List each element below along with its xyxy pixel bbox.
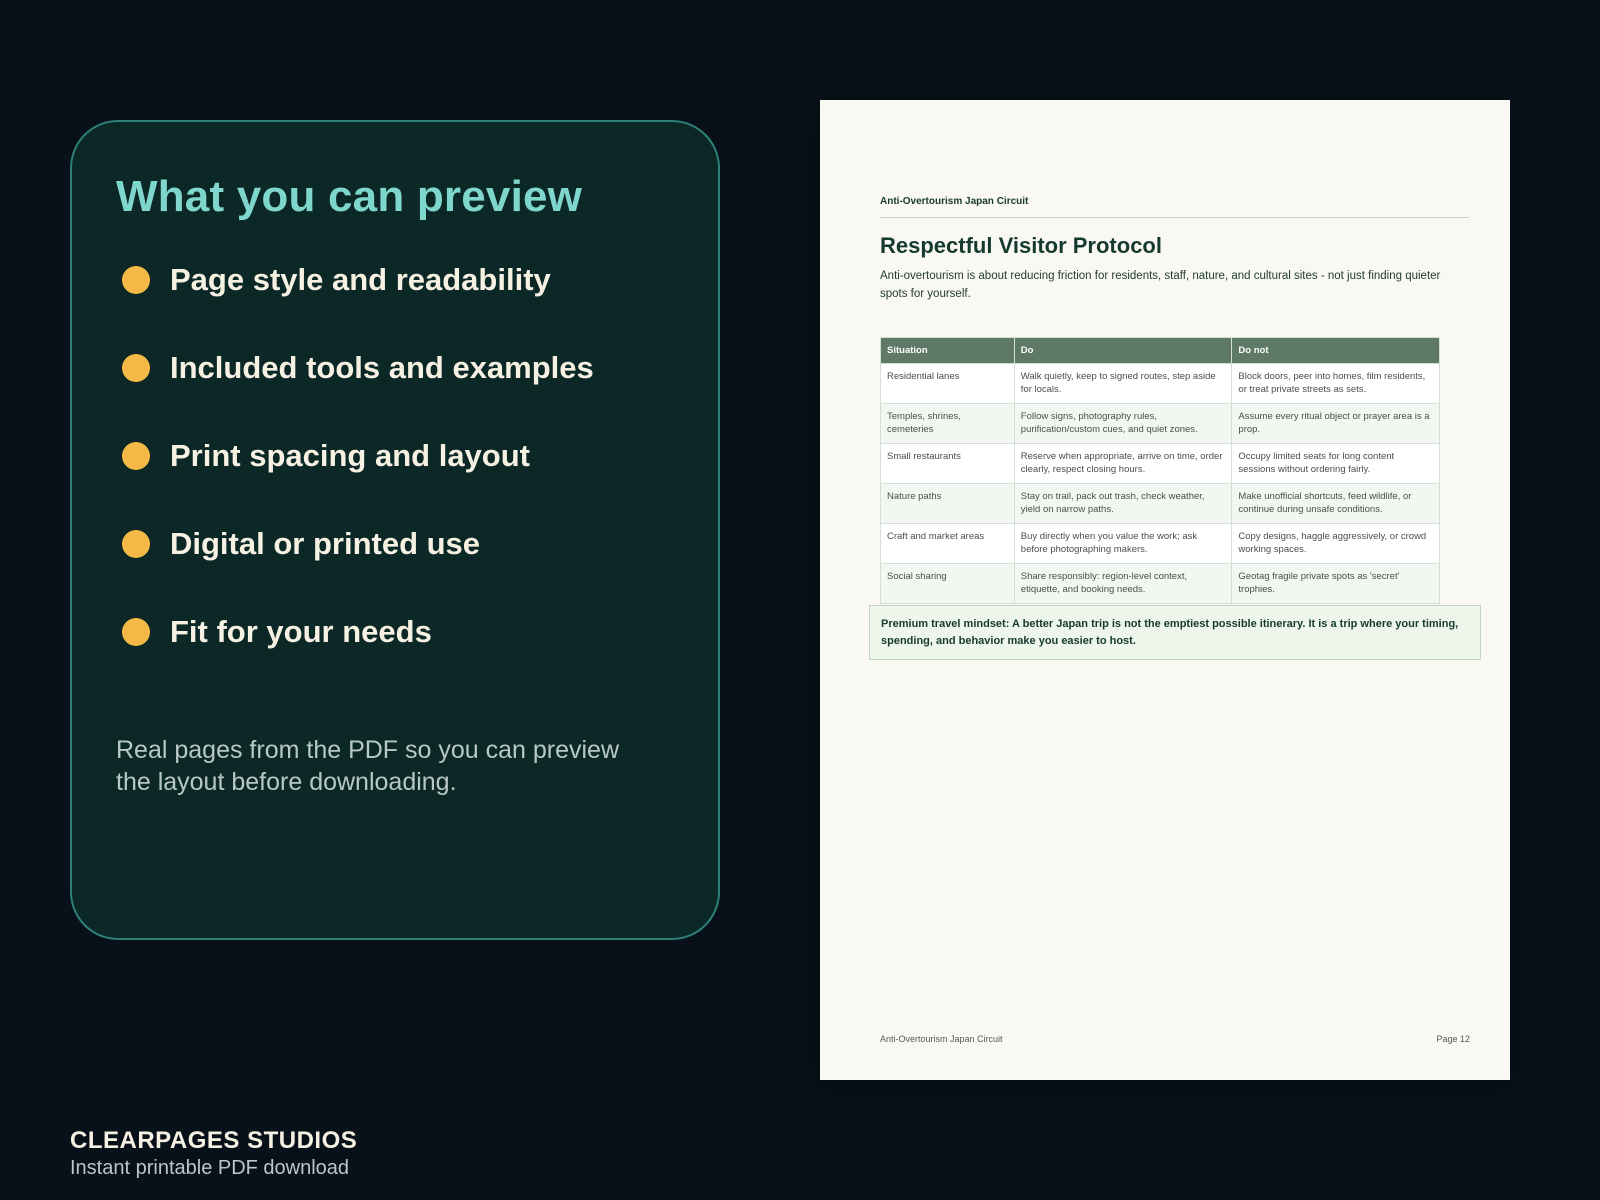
feature-label: Fit for your needs [170, 614, 432, 649]
feature-item [116, 500, 674, 588]
table-cell: Nature paths [881, 484, 1015, 524]
table-cell: Residential lanes [881, 364, 1015, 404]
table-cell: Make unofficial shortcuts, feed wildlife, or continue during unsafe conditions. [1232, 484, 1440, 524]
table-cell: Walk quietly, keep to signed routes, step aside for locals. [1014, 364, 1232, 404]
table-cell: Occupy limited seats for long content sessions without ordering fairly. [1232, 444, 1440, 484]
bullet-dot-icon [122, 354, 150, 382]
feature-label: Page style and readability [170, 262, 551, 297]
document-page [820, 100, 1510, 1080]
premium-mindset-callout: Premium travel mindset: A better Japan trip is not the emptiest possible itinerary. It is a trip where your timing, spending, and behavior make you easier to host. [869, 605, 1481, 660]
table-header-row [881, 338, 1440, 364]
table-row [881, 524, 1440, 564]
table-header-cell: Do not [1232, 338, 1440, 364]
table-cell: Assume every ritual object or prayer area is a prop. [1232, 404, 1440, 444]
table-cell: Copy designs, haggle aggressively, or crowd working spaces. [1232, 524, 1440, 564]
document-footer-title: Anti-Overtourism Japan Circuit [880, 1034, 1003, 1044]
table-row [881, 364, 1440, 404]
table-header-cell: Situation [881, 338, 1015, 364]
bullet-dot-icon [122, 266, 150, 294]
table-cell: Small restaurants [881, 444, 1015, 484]
table-row [881, 484, 1440, 524]
table-cell: Buy directly when you value the work; ask before photographing makers. [1014, 524, 1232, 564]
table-cell: Craft and market areas [881, 524, 1015, 564]
bullet-dot-icon [122, 442, 150, 470]
table-cell: Temples, shrines, cemeteries [881, 404, 1015, 444]
table-row [881, 404, 1440, 444]
preview-note: Real pages from the PDF so you can preview the layout before downloading. [116, 736, 620, 796]
feature-item [116, 588, 674, 676]
preview-card [70, 120, 720, 940]
table-row [881, 444, 1440, 484]
feature-label: Digital or printed use [170, 526, 481, 561]
feature-item [116, 236, 674, 324]
feature-label: Included tools and examples [170, 350, 594, 385]
table-cell: Social sharing [881, 564, 1015, 604]
table-row [881, 564, 1440, 604]
document-running-header: Anti-Overtourism Japan Circuit [880, 196, 1469, 218]
preview-title: What you can preview [116, 172, 583, 221]
brand-tagline: Instant printable PDF download [70, 1157, 350, 1179]
page-number: Page 12 [1436, 1034, 1470, 1044]
table-cell: Stay on trail, pack out trash, check weather, yield on narrow paths. [1014, 484, 1232, 524]
table-cell: Share responsibly: region-level context, etiquette, and booking needs. [1014, 564, 1232, 604]
table-header-cell: Do [1014, 338, 1232, 364]
feature-item [116, 324, 674, 412]
table-cell: Follow signs, photography rules, purification/custom cues, and quiet zones. [1014, 404, 1232, 444]
feature-list [116, 236, 674, 676]
bullet-dot-icon [122, 618, 150, 646]
table-cell: Reserve when appropriate, arrive on time, order clearly, respect closing hours. [1014, 444, 1232, 484]
document-title: Respectful Visitor Protocol [880, 233, 1162, 258]
table-cell: Block doors, peer into homes, film residents, or treat private streets as sets. [1232, 364, 1440, 404]
protocol-table [880, 337, 1440, 604]
bullet-dot-icon [122, 530, 150, 558]
feature-item [116, 412, 674, 500]
feature-label: Print spacing and layout [170, 438, 530, 473]
brand-name: CLEARPAGES STUDIOS [70, 1127, 358, 1154]
document-intro: Anti-overtourism is about reducing friction for residents, staff, nature, and cultural sites - not just finding quieter spots for yourself. [880, 270, 1441, 300]
table-cell: Geotag fragile private spots as 'secret' trophies. [1232, 564, 1440, 604]
